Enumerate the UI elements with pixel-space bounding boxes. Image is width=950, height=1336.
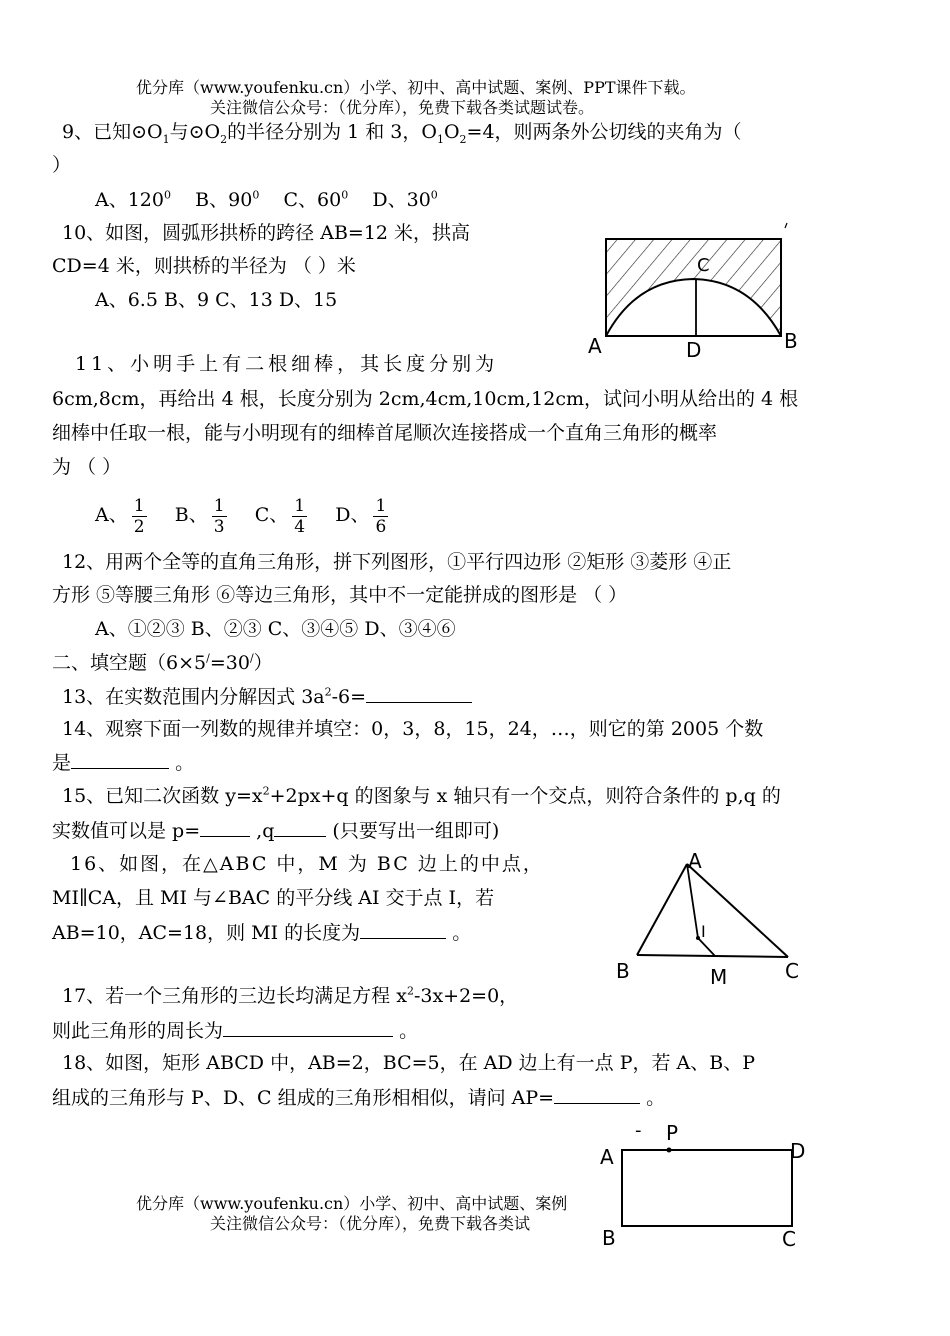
q18-line-1: 18、如图，矩形 ABCD 中，AB=2，BC=5，在 AD 边上有一点 P，若 A、B、P xyxy=(62,1052,755,1074)
q17-answer-blank[interactable] xyxy=(223,1018,393,1037)
triangle-figure xyxy=(608,846,808,986)
q17-line-1: 17、若一个三角形的三边长均满足方程 $x^2-3x+2=0$， xyxy=(62,984,519,1007)
hatched-region xyxy=(606,239,781,336)
q10-line-2: CD=4 米，则拱桥的半径为 （ ）米 xyxy=(52,255,356,277)
label-i: I xyxy=(701,922,706,941)
q9-line-1: 9、已知$⊙O_1$与$⊙O_2$的半径分别为 1 和 3，$O_1O_2=4$，则两条外公切线的夹角为（ xyxy=(62,121,742,146)
q10-line-1: 10、如图，圆弧形拱桥的跨径 AB=12 米，拱高 xyxy=(62,222,471,244)
q16-line-3: AB=10，AC=18，则 MI 的长度为 。 xyxy=(52,922,472,944)
q11-line-2: 6cm,8cm，再给出 4 根，长度分别为 2cm,4cm,10cm,12cm，试问小明从给出的 4 根 xyxy=(52,388,799,410)
label-a: A xyxy=(688,849,702,873)
q13-answer-blank[interactable] xyxy=(366,684,472,703)
q13-line: 13、在实数范围内分解因式 $3a^2-6=$ xyxy=(62,684,472,709)
q18-line-2: 组成的三角形与 P、D、C 组成的三角形相相似，请问 AP= 。 xyxy=(52,1087,666,1109)
label-p: P xyxy=(666,1121,679,1145)
label-b: B xyxy=(616,959,630,983)
q12-line-1: 12、用两个全等的直角三角形，拼下列图形，①平行四边形 ②矩形 ③菱形 ④正 xyxy=(62,551,732,573)
q11-options: A、 $\frac{1}{2}$ B、 $\frac{1}{3}$ C、 $\frac{1}{4}$ D、 $\frac{1}{6}$ xyxy=(95,495,387,537)
bisector-ai xyxy=(687,864,698,938)
label-b: B xyxy=(784,329,798,353)
q16-answer-blank[interactable] xyxy=(360,920,446,939)
label-d: D xyxy=(790,1139,806,1163)
q9-paren: ） xyxy=(52,154,72,176)
q16-line-2: MI∥CA，且 MI 与∠BAC 的平分线 AI 交于点 I，若 xyxy=(52,887,495,909)
side-bc xyxy=(637,955,788,957)
q11-line-1: 11、小明手上有二根细棒，其长度分别为 xyxy=(75,353,499,375)
q15-p-blank[interactable] xyxy=(200,818,250,837)
label-m: M xyxy=(710,965,728,986)
q12-options: A、①②③ B、②③ C、③④⑤ D、③④⑥ xyxy=(95,618,456,640)
q14-line-2: 是 。 xyxy=(52,752,195,774)
footer-line-2: 关注微信公众号：（优分库），免费下载各类试 xyxy=(210,1214,531,1233)
q16-line-1: 16、如图，在△ABC 中，M 为 BC 边上的中点， xyxy=(70,853,544,875)
q11-line-3: 细棒中任取一根，能与小明现有的细棒首尾顺次连接搭成一个直角三角形的概率 xyxy=(52,422,718,444)
label-a: A xyxy=(588,334,602,358)
rectangle-figure xyxy=(592,1118,822,1253)
label-c: C xyxy=(697,255,710,276)
label-a: A xyxy=(600,1145,614,1169)
q18-answer-blank[interactable] xyxy=(554,1085,640,1104)
q11-line-4: 为 （ ） xyxy=(52,456,122,478)
q15-line-2: 实数值可以是 p= ,q (只要写出一组即可) xyxy=(52,820,500,842)
q14-answer-blank[interactable] xyxy=(71,750,169,769)
rectangle-abcd xyxy=(622,1150,792,1226)
point-i xyxy=(696,936,700,940)
label-c: C xyxy=(782,1227,796,1251)
q10-options: A、6.5 B、9 C、13 D、15 xyxy=(95,289,338,311)
q15-line-1: 15、已知二次函数 $y=x^2+2px+q$ 的图象与 x 轴只有一个交点，则符合条件的 p,q 的 xyxy=(62,784,781,807)
arch-bridge-figure xyxy=(580,218,810,363)
header-line-2: 关注微信公众号：（优分库），免费下载各类试题试卷。 xyxy=(210,98,595,117)
header-line-1: 优分库（www.youfenku.cn）小学、初中、高中试题、案例、PPT课件下载。 xyxy=(136,78,696,97)
stray-mark xyxy=(785,223,787,228)
label-d: D xyxy=(686,338,702,362)
footer-line-1: 优分库（www.youfenku.cn）小学、初中、高中试题、案例 xyxy=(136,1194,568,1213)
q17-line-2: 则此三角形的周长为 。 xyxy=(52,1020,419,1042)
label-b: B xyxy=(602,1226,616,1250)
q15-q-blank[interactable] xyxy=(274,818,326,837)
section-2-title: 二、填空题（6×5/=30/） xyxy=(52,651,273,674)
label-dash: - xyxy=(635,1120,642,1141)
q9-options: A、$120^0$ B、$90^0$ C、$60^0$ D、$30^0$ xyxy=(95,188,438,211)
q14-line-1: 14、观察下面一列数的规律并填空：0，3，8，15，24，…，则它的第 2005 个数 xyxy=(62,718,764,740)
side-ab xyxy=(637,864,687,955)
q12-line-2: 方形 ⑤等腰三角形 ⑥等边三角形，其中不一定能拼成的图形是 （ ） xyxy=(52,584,628,606)
label-c: C xyxy=(785,959,799,983)
point-p xyxy=(667,1148,672,1153)
